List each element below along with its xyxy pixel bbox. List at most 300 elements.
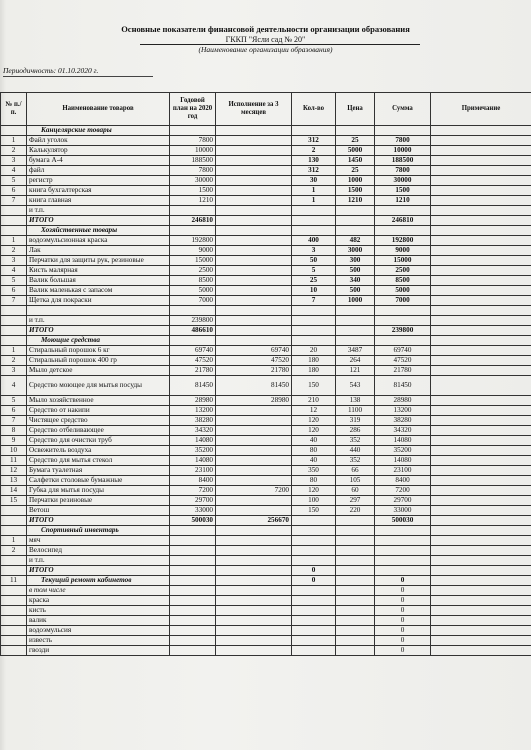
execution-value: 47520 — [216, 356, 292, 366]
price-value — [336, 126, 375, 136]
col-header-sum: Сумма — [375, 93, 431, 126]
execution-value — [216, 456, 292, 466]
row-number — [1, 566, 27, 576]
price-value — [336, 596, 375, 606]
note-value — [431, 456, 531, 466]
table-row — [1, 306, 531, 316]
execution-value — [216, 586, 292, 596]
item-name: Средство для мытья стекол — [27, 456, 170, 466]
execution-value: 21780 — [216, 366, 292, 376]
sum-value: 0 — [375, 616, 431, 626]
execution-value — [216, 276, 292, 286]
quantity-value — [292, 306, 336, 316]
table-row — [1, 246, 531, 256]
execution-value — [216, 576, 292, 586]
price-value: 500 — [336, 266, 375, 276]
total-row — [1, 566, 531, 576]
price-value: 3487 — [336, 346, 375, 356]
periodicity-underline — [3, 76, 153, 77]
sum-value: 2500 — [375, 266, 431, 276]
plan-value: 1500 — [170, 186, 216, 196]
price-value: 340 — [336, 276, 375, 286]
row-number: 7 — [1, 296, 27, 306]
note-value — [431, 636, 531, 646]
price-value — [336, 576, 375, 586]
quantity-value — [292, 636, 336, 646]
table-row — [1, 546, 531, 556]
quantity-value: 312 — [292, 136, 336, 146]
sum-value: 7200 — [375, 486, 431, 496]
sum-value: 21780 — [375, 366, 431, 376]
note-value — [431, 396, 531, 406]
note-value — [431, 556, 531, 566]
table-row — [1, 266, 531, 276]
plan-value: 5000 — [170, 286, 216, 296]
quantity-value — [292, 556, 336, 566]
note-value — [431, 466, 531, 476]
table-row — [1, 536, 531, 546]
sum-value: 13200 — [375, 406, 431, 416]
plan-value — [170, 586, 216, 596]
item-name: ИТОГО — [27, 566, 170, 576]
table-row — [1, 616, 531, 626]
price-value — [336, 516, 375, 526]
price-value: 66 — [336, 466, 375, 476]
row-number: 1 — [1, 136, 27, 146]
price-value: 300 — [336, 256, 375, 266]
item-name: Текущий ремонт кабинетов — [27, 576, 170, 586]
sum-value — [375, 206, 431, 216]
table-row — [1, 586, 531, 596]
sum-value: 0 — [375, 636, 431, 646]
price-value — [336, 606, 375, 616]
plan-value: 7800 — [170, 136, 216, 146]
quantity-value: 40 — [292, 436, 336, 446]
sum-value: 1500 — [375, 186, 431, 196]
note-value — [431, 236, 531, 246]
row-number: 2 — [1, 246, 27, 256]
table-row — [1, 646, 531, 656]
plan-value: 29700 — [170, 496, 216, 506]
quantity-value: 7 — [292, 296, 336, 306]
execution-value — [216, 256, 292, 266]
plan-value — [170, 336, 216, 346]
price-value: 297 — [336, 496, 375, 506]
execution-value — [216, 126, 292, 136]
quantity-value: 50 — [292, 256, 336, 266]
item-name: гвозди — [27, 646, 170, 656]
quantity-value: 80 — [292, 476, 336, 486]
note-value — [431, 166, 531, 176]
price-value: 1000 — [336, 176, 375, 186]
quantity-value: 0 — [292, 576, 336, 586]
plan-value: 28980 — [170, 396, 216, 406]
price-value: 220 — [336, 506, 375, 516]
plan-value: 7800 — [170, 166, 216, 176]
execution-value — [216, 536, 292, 546]
price-value — [336, 226, 375, 236]
plan-value: 7200 — [170, 486, 216, 496]
item-name: Мыло хозяйственное — [27, 396, 170, 406]
section-row — [1, 336, 531, 346]
execution-value — [216, 266, 292, 276]
execution-value — [216, 506, 292, 516]
quantity-value: 130 — [292, 156, 336, 166]
quantity-value — [292, 606, 336, 616]
note-value — [431, 226, 531, 236]
item-name: Мыло детское — [27, 366, 170, 376]
execution-value — [216, 646, 292, 656]
table-row — [1, 596, 531, 606]
quantity-value: 2 — [292, 146, 336, 156]
table-row — [1, 366, 531, 376]
quantity-value: 180 — [292, 366, 336, 376]
sum-value: 35200 — [375, 446, 431, 456]
execution-value — [216, 556, 292, 566]
col-header-note: Примечание — [431, 93, 531, 126]
execution-value — [216, 466, 292, 476]
table-row — [1, 446, 531, 456]
table-row — [1, 346, 531, 356]
sum-value: 8500 — [375, 276, 431, 286]
quantity-value: 80 — [292, 446, 336, 456]
plan-value: 7000 — [170, 296, 216, 306]
row-number: 6 — [1, 186, 27, 196]
price-value — [336, 636, 375, 646]
row-number — [1, 606, 27, 616]
row-number: 15 — [1, 496, 27, 506]
organization-name: ГККП "Ясли сад № 20" — [225, 35, 306, 44]
item-name: Валик маленькая с запасом — [27, 286, 170, 296]
item-name: файл — [27, 166, 170, 176]
price-value: 5000 — [336, 146, 375, 156]
note-value — [431, 516, 531, 526]
quantity-value — [292, 316, 336, 326]
plan-value — [170, 606, 216, 616]
row-number: 7 — [1, 416, 27, 426]
execution-value — [216, 296, 292, 306]
table-row — [1, 236, 531, 246]
price-value — [336, 526, 375, 536]
table-header-row — [1, 93, 531, 126]
sum-value: 0 — [375, 606, 431, 616]
row-number: 5 — [1, 176, 27, 186]
row-number: 10 — [1, 446, 27, 456]
row-number — [1, 596, 27, 606]
item-name: ИТОГО — [27, 216, 170, 226]
quantity-value: 25 — [292, 276, 336, 286]
price-value: 138 — [336, 396, 375, 406]
item-name: водоэмульсионная краска — [27, 236, 170, 246]
note-value — [431, 626, 531, 636]
quantity-value — [292, 596, 336, 606]
plan-value — [170, 226, 216, 236]
price-value — [336, 206, 375, 216]
note-value — [431, 486, 531, 496]
financial-table — [0, 92, 531, 656]
note-value — [431, 436, 531, 446]
item-name: краска — [27, 596, 170, 606]
total-row — [1, 326, 531, 336]
sum-value — [375, 546, 431, 556]
sum-value: 34320 — [375, 426, 431, 436]
plan-value: 14080 — [170, 436, 216, 446]
sum-value: 30000 — [375, 176, 431, 186]
note-value — [431, 496, 531, 506]
item-name: Ветош — [27, 506, 170, 516]
quantity-value: 120 — [292, 426, 336, 436]
col-header-price: Цена — [336, 93, 375, 126]
row-number: 7 — [1, 196, 27, 206]
execution-value — [216, 206, 292, 216]
execution-value — [216, 636, 292, 646]
item-name: Спортивный инвентарь — [27, 526, 170, 536]
plan-value: 38280 — [170, 416, 216, 426]
sum-value: 7800 — [375, 136, 431, 146]
note-value — [431, 406, 531, 416]
plan-value — [170, 546, 216, 556]
plan-value: 486610 — [170, 326, 216, 336]
plan-value: 47520 — [170, 356, 216, 366]
row-number: 14 — [1, 486, 27, 496]
item-name: Стиральный порошок 6 кг — [27, 346, 170, 356]
note-value — [431, 246, 531, 256]
note-value — [431, 596, 531, 606]
execution-value — [216, 236, 292, 246]
row-number: 3 — [1, 366, 27, 376]
table-row — [1, 316, 531, 326]
document-title: Основные показатели финансовой деятельности организации образования — [121, 24, 410, 34]
note-value — [431, 276, 531, 286]
sum-value: 7000 — [375, 296, 431, 306]
plan-value — [170, 616, 216, 626]
sum-value — [375, 306, 431, 316]
item-name: кисть — [27, 606, 170, 616]
table-row — [1, 166, 531, 176]
item-name: Чистящее средство — [27, 416, 170, 426]
quantity-value: 0 — [292, 566, 336, 576]
plan-value: 192800 — [170, 236, 216, 246]
sum-value — [375, 526, 431, 536]
plan-value: 14080 — [170, 456, 216, 466]
quantity-value — [292, 586, 336, 596]
execution-value — [216, 546, 292, 556]
note-value — [431, 586, 531, 596]
table-row — [1, 176, 531, 186]
quantity-value — [292, 516, 336, 526]
note-value — [431, 326, 531, 336]
row-number: 12 — [1, 466, 27, 476]
quantity-value: 312 — [292, 166, 336, 176]
row-number — [1, 616, 27, 626]
item-name: и т.п. — [27, 556, 170, 566]
execution-value — [216, 606, 292, 616]
plan-value: 188500 — [170, 156, 216, 166]
sum-value: 15000 — [375, 256, 431, 266]
sum-value: 47520 — [375, 356, 431, 366]
col-header-number: № п./п. — [1, 93, 27, 126]
note-value — [431, 216, 531, 226]
plan-value — [170, 306, 216, 316]
execution-value — [216, 196, 292, 206]
item-name: Перчатки для защиты рук, резиновые — [27, 256, 170, 266]
item-name: Освежитель воздуха — [27, 446, 170, 456]
note-value — [431, 176, 531, 186]
table-row — [1, 146, 531, 156]
row-number: 4 — [1, 166, 27, 176]
table-row — [1, 256, 531, 266]
item-name: Лак — [27, 246, 170, 256]
item-name: мяч — [27, 536, 170, 546]
item-name: Щетка для покраски — [27, 296, 170, 306]
row-number — [1, 326, 27, 336]
execution-value — [216, 446, 292, 456]
table-row — [1, 456, 531, 466]
sum-value: 33000 — [375, 506, 431, 516]
row-number: 5 — [1, 396, 27, 406]
item-name: Бумага туалетная — [27, 466, 170, 476]
plan-value: 10000 — [170, 146, 216, 156]
sum-value: 0 — [375, 626, 431, 636]
quantity-value: 1 — [292, 196, 336, 206]
quantity-value — [292, 336, 336, 346]
row-number — [1, 646, 27, 656]
execution-value — [216, 176, 292, 186]
table-row — [1, 136, 531, 146]
price-value: 264 — [336, 356, 375, 366]
item-name — [27, 306, 170, 316]
execution-value — [216, 616, 292, 626]
price-value: 500 — [336, 286, 375, 296]
quantity-value: 180 — [292, 356, 336, 366]
row-number — [1, 206, 27, 216]
price-value — [336, 646, 375, 656]
plan-value — [170, 636, 216, 646]
quantity-value: 210 — [292, 396, 336, 406]
note-value — [431, 416, 531, 426]
note-value — [431, 546, 531, 556]
sum-value — [375, 536, 431, 546]
execution-value — [216, 146, 292, 156]
table-row — [1, 636, 531, 646]
execution-value: 256670 — [216, 516, 292, 526]
price-value: 3000 — [336, 246, 375, 256]
note-value — [431, 186, 531, 196]
quantity-value: 120 — [292, 486, 336, 496]
quantity-value — [292, 536, 336, 546]
plan-value — [170, 126, 216, 136]
sum-value: 5000 — [375, 286, 431, 296]
note-value — [431, 146, 531, 156]
row-number: 6 — [1, 286, 27, 296]
sum-value: 500030 — [375, 516, 431, 526]
plan-value: 30000 — [170, 176, 216, 186]
sum-value: 7800 — [375, 166, 431, 176]
price-value: 1210 — [336, 196, 375, 206]
note-value — [431, 526, 531, 536]
col-header-plan: Годовой план на 2020 год — [170, 93, 216, 126]
table-row — [1, 436, 531, 446]
item-name: Средство отбеливающее — [27, 426, 170, 436]
item-name: Стиральный порошок 400 гр — [27, 356, 170, 366]
plan-value — [170, 536, 216, 546]
price-value: 440 — [336, 446, 375, 456]
note-value — [431, 476, 531, 486]
price-value — [336, 546, 375, 556]
table-row — [1, 556, 531, 566]
sum-value — [375, 336, 431, 346]
quantity-value — [292, 616, 336, 626]
price-value: 482 — [336, 236, 375, 246]
execution-value — [216, 316, 292, 326]
note-value — [431, 306, 531, 316]
plan-value: 8500 — [170, 276, 216, 286]
plan-value: 246810 — [170, 216, 216, 226]
price-value: 1000 — [336, 296, 375, 306]
quantity-value: 150 — [292, 376, 336, 396]
periodicity-value: 01.10.2020 г. — [58, 66, 99, 75]
note-value — [431, 136, 531, 146]
row-number — [1, 516, 27, 526]
price-value — [336, 326, 375, 336]
row-number: 6 — [1, 406, 27, 416]
row-number: 4 — [1, 376, 27, 396]
table-row — [1, 396, 531, 406]
table-row — [1, 186, 531, 196]
table-row — [1, 286, 531, 296]
sum-value: 81450 — [375, 376, 431, 396]
table-row — [1, 496, 531, 506]
plan-value: 23100 — [170, 466, 216, 476]
row-number — [1, 636, 27, 646]
execution-value — [216, 186, 292, 196]
table-row — [1, 196, 531, 206]
item-name: Губка для мытья посуды — [27, 486, 170, 496]
execution-value — [216, 326, 292, 336]
item-name: Кисть малярная — [27, 266, 170, 276]
quantity-value — [292, 626, 336, 636]
table-row — [1, 426, 531, 436]
sum-value: 188500 — [375, 156, 431, 166]
sum-value: 0 — [375, 586, 431, 596]
row-number: 11 — [1, 576, 27, 586]
row-number — [1, 586, 27, 596]
execution-value — [216, 286, 292, 296]
execution-value — [216, 156, 292, 166]
price-value: 352 — [336, 456, 375, 466]
table-row — [1, 296, 531, 306]
sum-value: 69740 — [375, 346, 431, 356]
sum-value — [375, 316, 431, 326]
execution-value: 81450 — [216, 376, 292, 396]
execution-value — [216, 166, 292, 176]
note-value — [431, 376, 531, 396]
sum-value: 29700 — [375, 496, 431, 506]
row-number — [1, 506, 27, 516]
item-name: книга бухгалтерская — [27, 186, 170, 196]
table-row — [1, 506, 531, 516]
price-value — [336, 216, 375, 226]
item-name: Средство моющее для мытья посуды — [27, 376, 170, 396]
note-value — [431, 536, 531, 546]
row-number: 8 — [1, 426, 27, 436]
item-name: Перчатки резиновые — [27, 496, 170, 506]
row-number: 9 — [1, 436, 27, 446]
item-name: ИТОГО — [27, 516, 170, 526]
total-row — [1, 516, 531, 526]
row-number: 2 — [1, 356, 27, 366]
sum-value: 192800 — [375, 236, 431, 246]
